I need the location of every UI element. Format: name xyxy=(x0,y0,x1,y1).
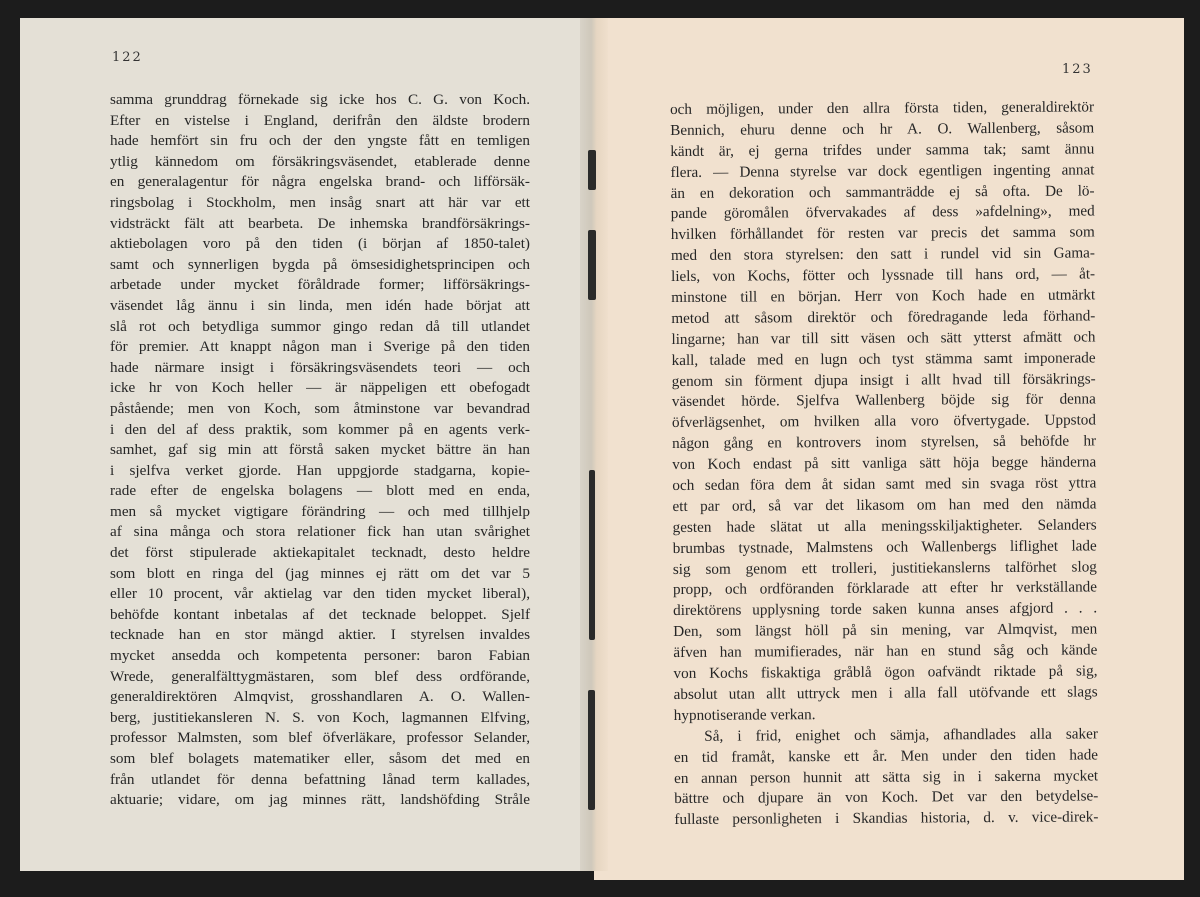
text-line: någon gång en kontrovers inom styrelsen, så behöfde hr xyxy=(672,432,1097,453)
text-line: äfven han mumifierades, när han en stund såg och kände xyxy=(673,641,1098,662)
text-line: minstone till en början. Herr von Koch hade en utmärkt xyxy=(671,286,1096,307)
text-line: rade efter de engelska bolagens — blott med en enda, xyxy=(110,482,530,500)
spine-damage-mark xyxy=(588,230,596,300)
text-line: berg, justitiekansleren N. S. von Koch, lagmannen Elfving, xyxy=(110,708,530,726)
text-line: behöfde kontant inbetalas af det tecknade beloppet. Sjelf xyxy=(110,605,530,623)
text-line: professor Malmsten, som blef öfverläkare, professor Selander, xyxy=(110,729,530,747)
text-line: icke hr von Koch heller — är näppeligen ett obefogadt xyxy=(110,379,530,397)
text-line: en generalagentur för några engelska brand- och lifförsäk- xyxy=(110,173,530,191)
text-line: propp, och ordföranden förklarade att efter hr verkställande xyxy=(672,578,1098,599)
spine-damage-mark xyxy=(588,690,595,810)
text-line: Efter en vistelse i England, derifrån den äldste brodern xyxy=(110,111,530,129)
text-line: kändt är, ej gerna trifdes under samma tak; samt ännu xyxy=(670,140,1095,160)
text-line: liels, von Kochs, fötter och lyssnade till hans ord, — åt- xyxy=(671,265,1096,286)
text-line: mycket ansedda och kompetenta personer: baron Fabian xyxy=(110,647,530,665)
text-line: kall, talade med en lugn och tyst stämma samt imponerade xyxy=(671,349,1096,369)
text-line: flera. — Denna styrelse var dock egentligen ingenting annat xyxy=(670,161,1095,181)
text-line: arbetade under mycket föråldrade former; lifförsäkrings- xyxy=(110,276,530,294)
text-line: med den stora styrelsen: den satt i rundel vid sin Gama- xyxy=(670,244,1095,265)
text-line: vidsträckt fält att bearbeta. De inhemska brandförsäkrings- xyxy=(110,214,530,232)
text-line: än en dekoration och sammanträdde ej så ofta. De lö- xyxy=(670,181,1095,202)
text-line: samma grunddrag förnekade sig icke hos C. G. von Koch. xyxy=(110,91,530,108)
text-line: slå rot och betydliga summor gingo redan då till utlandet xyxy=(110,317,530,335)
text-line: ringsbolag i Stockholm, men insåg snart att här var ett xyxy=(110,193,530,211)
text-line: Så, i frid, enighet och sämja, afhandlades alla saker xyxy=(704,725,1098,745)
text-line: det först stipulerade aktiekapitalet tecknadt, desto heldre xyxy=(110,544,530,562)
text-line: i sjelfva verket gjorde. Han uppgjorde stadgarna, kopie- xyxy=(110,461,530,479)
text-line: hade hemfört sin fru och der den yngste fått en temligen xyxy=(110,132,530,150)
text-line: direktörens upplysning torde saken kunna anses afgjord . . . xyxy=(673,599,1098,620)
text-line: väsendet låg ännu i sin linda, men idén hade börjat att xyxy=(110,296,530,314)
text-line: men så mycket vigtigare förändring — och med tillhjelp xyxy=(110,502,530,520)
page-number-left: 122 xyxy=(112,50,143,65)
text-line: väsendet hörde. Sjelfva Wallenberg böjde sig för denna xyxy=(671,390,1096,411)
text-line: hvilken förhållandet för resten var precis det samma som xyxy=(670,223,1095,244)
text-line: Den, som längst höll på sin mening, var Almqvist, men xyxy=(673,620,1098,641)
text-line: gesten hade slätat ut alla meningsskiljaktigheter. Selanders xyxy=(672,516,1097,536)
text-line: och möjligen, under den allra första tiden, generaldirektör xyxy=(670,98,1095,118)
page-number-right: 123 xyxy=(1062,62,1093,77)
text-line: fullaste personligheten i Skandias historia, d. v. vice-direk- xyxy=(674,808,1099,829)
text-line: brumbas tystnade, Malmstens och Wallenbergs liflighet lade xyxy=(672,537,1097,557)
text-line: aktiebolagen voro på den tiden (i början af 1850-talet) xyxy=(110,235,530,253)
right-page-text xyxy=(670,97,1098,831)
text-line: en annan person hunnit att sätta sig in i sakerna mycket xyxy=(674,766,1099,787)
text-line: tecknade han en stor mängd aktier. I styrelsen invaldes xyxy=(110,626,530,644)
text-line: von Kochs fiskaktiga gråblå ögon oafvändt riktade på sig, xyxy=(673,662,1098,683)
text-line: Bennich, ehuru denne och hr A. O. Wallenberg, såsom xyxy=(670,119,1095,139)
text-line: lingarne; han var till sitt väsen och sätt ytterst afmätt och xyxy=(671,328,1096,348)
text-line: genom sin förment djupa insigt i allt hvad till försäkrings- xyxy=(671,369,1096,390)
text-line: Wrede, generalfälttygmästaren, som blef dess ordförande, xyxy=(110,667,530,685)
text-line: aktuarie; vidare, om jag minnes rätt, landshöfding Stråle xyxy=(110,791,530,809)
text-line: pande göromålen öfvervakades af dess »afdelning», med xyxy=(670,202,1095,223)
text-line: i den del af dess praktik, som kommer på en agents verk- xyxy=(110,420,530,438)
text-line: hade närmare insigt i försäkringsväsendets teori — och xyxy=(110,358,530,376)
text-line: från utlandet för denna befattning lånad term kallades, xyxy=(110,770,530,788)
text-line: generaldirektören Almqvist, grosshandlaren A. O. Wallen- xyxy=(110,688,530,706)
text-line: en tid framåt, kanske ett år. Men under den tiden hade xyxy=(673,746,1099,766)
text-line: af sina många och stora relationer fick han utan svårighet xyxy=(110,523,530,541)
text-line: påstående; men von Koch, som åtminstone var bevandrad xyxy=(110,399,530,417)
text-line: ett par ord, så var det likasom om han med den nämda xyxy=(672,495,1097,515)
text-line: hypnotiserande verkan. xyxy=(673,705,816,724)
left-page-text xyxy=(110,90,530,811)
text-line: absolut utan allt uttryck men i alla fall utöfvande ett slags xyxy=(673,683,1098,703)
text-line: som blef bolagets matematiker eller, såsom det med en xyxy=(110,750,530,767)
spine-damage-mark xyxy=(589,470,595,640)
text-line: ytlig kännedom om försäkringsväsendet, etablerade denne xyxy=(110,152,530,170)
text-line: von Koch endast på sitt vanliga sätt höja begge händerna xyxy=(672,453,1097,474)
text-line: eller 10 procent, vår aktielag var den tiden mycket liberal), xyxy=(110,585,530,603)
text-line: för premier. Att knappt någon man i Sverige på den tiden xyxy=(110,338,530,356)
text-line: sig som genom ett trolleri, justitiekanslerns talförhet slog xyxy=(672,557,1097,578)
text-line: metod att såsom direktör och föredragande leda förhand- xyxy=(671,307,1096,327)
text-line: samt och synnerligen bygda på ömsesidighetsprincipen och xyxy=(110,255,530,273)
text-line: öfverlägsenhet, om hvilken alla voro öfvertygade. Uppstod xyxy=(671,411,1097,432)
text-line: samhet, gaf sig min att förstå saken mycket bättre än han xyxy=(110,441,530,459)
spine-damage-mark xyxy=(588,150,596,190)
text-line: som blott en ringa del (jag minnes ej rätt om det var 5 xyxy=(110,564,530,582)
text-line: och sedan föra dem åt sidan samt med sin svaga röst yttra xyxy=(672,474,1097,495)
text-line: bättre och djupare än von Koch. Det var den betydelse- xyxy=(674,787,1099,808)
